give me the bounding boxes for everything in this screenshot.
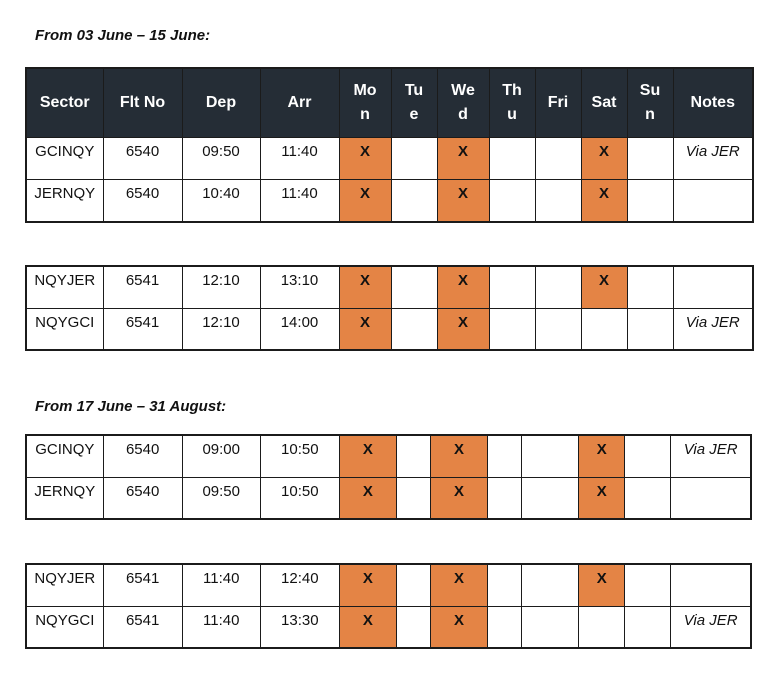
arr-cell: 14:00 (260, 308, 339, 350)
table-row (26, 138, 753, 180)
fri-cell (535, 180, 581, 222)
thu-cell (489, 138, 535, 180)
col-sun: Su n (627, 68, 673, 138)
col-sat: Sat (581, 68, 627, 138)
sun-cell (627, 180, 673, 222)
notes-cell: Via JER (671, 435, 751, 477)
arr-cell: 11:40 (260, 180, 339, 222)
wed-cell: X (437, 266, 489, 308)
arr-cell: 10:50 (260, 435, 339, 477)
thu-cell (489, 308, 535, 350)
tue-cell (396, 477, 430, 519)
sat-cell: X (579, 477, 625, 519)
sun-cell (625, 477, 671, 519)
fri-cell (522, 564, 579, 606)
table-row (26, 266, 753, 308)
arr-cell: 12:40 (260, 564, 339, 606)
sector-cell: NQYJER (26, 266, 103, 308)
thu-cell (488, 477, 522, 519)
dep-cell: 11:40 (182, 606, 260, 648)
thu-cell (489, 180, 535, 222)
fri-cell (522, 435, 579, 477)
sun-cell (627, 308, 673, 350)
notes-cell: Via JER (673, 138, 753, 180)
notes-cell (671, 564, 751, 606)
arr-cell: 10:50 (260, 477, 339, 519)
sat-cell: X (579, 564, 625, 606)
tue-cell (396, 564, 430, 606)
dep-cell: 09:50 (182, 477, 260, 519)
col-arr: Arr (260, 68, 339, 138)
thu-cell (488, 435, 522, 477)
wed-cell: X (431, 564, 488, 606)
col-thu: Th u (489, 68, 535, 138)
mon-cell: X (339, 180, 391, 222)
wed-cell: X (431, 606, 488, 648)
dep-cell: 11:40 (182, 564, 260, 606)
header-row (26, 68, 753, 138)
mon-cell: X (339, 477, 396, 519)
sector-cell: NQYGCI (26, 606, 103, 648)
flight-cell: 6541 (103, 308, 182, 350)
mon-cell: X (339, 138, 391, 180)
notes-cell: Via JER (673, 308, 753, 350)
thu-cell (488, 564, 522, 606)
tue-cell (391, 308, 437, 350)
table-row (26, 180, 753, 222)
notes-cell (671, 477, 751, 519)
table-row (26, 477, 751, 519)
sat-cell (579, 606, 625, 648)
arr-cell: 13:10 (260, 266, 339, 308)
schedule-table-2 (25, 265, 754, 351)
col-dep: Dep (182, 68, 260, 138)
mon-cell: X (339, 308, 391, 350)
wed-cell: X (437, 180, 489, 222)
arr-cell: 13:30 (260, 606, 339, 648)
flight-cell: 6541 (103, 266, 182, 308)
col-wed: We d (437, 68, 489, 138)
mon-cell: X (339, 606, 396, 648)
sector-cell: NQYJER (26, 564, 103, 606)
table-row (26, 308, 753, 350)
sector-cell: NQYGCI (26, 308, 103, 350)
dep-cell: 10:40 (182, 180, 260, 222)
flight-cell: 6540 (103, 477, 182, 519)
notes-cell: Via JER (671, 606, 751, 648)
sun-cell (625, 564, 671, 606)
wed-cell: X (431, 477, 488, 519)
sat-cell: X (579, 435, 625, 477)
arr-cell: 11:40 (260, 138, 339, 180)
flight-cell: 6541 (103, 564, 182, 606)
mon-cell: X (339, 266, 391, 308)
sector-cell: GCINQY (26, 138, 103, 180)
flight-cell: 6541 (103, 606, 182, 648)
fri-cell (522, 606, 579, 648)
dep-cell: 09:00 (182, 435, 260, 477)
flight-cell: 6540 (103, 180, 182, 222)
fri-cell (535, 138, 581, 180)
sat-cell (581, 308, 627, 350)
col-flt-no: Flt No (103, 68, 182, 138)
col-tue: Tu e (391, 68, 437, 138)
sat-cell: X (581, 266, 627, 308)
tue-cell (391, 138, 437, 180)
dep-cell: 12:10 (182, 266, 260, 308)
sector-cell: JERNQY (26, 180, 103, 222)
period-heading-1: From 03 June – 15 June: (35, 27, 211, 44)
sun-cell (625, 435, 671, 477)
schedule-table-4 (25, 563, 752, 649)
period-heading-2: From 17 June – 31 August: (35, 398, 227, 415)
schedule-table-1 (25, 67, 754, 223)
sat-cell: X (581, 180, 627, 222)
col-sector: Sector (26, 68, 103, 138)
wed-cell: X (437, 308, 489, 350)
schedule-table-3 (25, 434, 752, 520)
mon-cell: X (339, 564, 396, 606)
flight-cell: 6540 (103, 435, 182, 477)
sector-cell: JERNQY (26, 477, 103, 519)
col-notes: Notes (673, 68, 753, 138)
sun-cell (627, 138, 673, 180)
wed-cell: X (437, 138, 489, 180)
dep-cell: 09:50 (182, 138, 260, 180)
sun-cell (625, 606, 671, 648)
notes-cell (673, 266, 753, 308)
flight-cell: 6540 (103, 138, 182, 180)
col-fri: Fri (535, 68, 581, 138)
tue-cell (396, 606, 430, 648)
sector-cell: GCINQY (26, 435, 103, 477)
tue-cell (391, 180, 437, 222)
tue-cell (391, 266, 437, 308)
table-row (26, 606, 751, 648)
table-row (26, 435, 751, 477)
thu-cell (489, 266, 535, 308)
wed-cell: X (431, 435, 488, 477)
col-mon: Mo n (339, 68, 391, 138)
mon-cell: X (339, 435, 396, 477)
sat-cell: X (581, 138, 627, 180)
table-row (26, 564, 751, 606)
fri-cell (522, 477, 579, 519)
dep-cell: 12:10 (182, 308, 260, 350)
fri-cell (535, 308, 581, 350)
tue-cell (396, 435, 430, 477)
notes-cell (673, 180, 753, 222)
fri-cell (535, 266, 581, 308)
thu-cell (488, 606, 522, 648)
sun-cell (627, 266, 673, 308)
